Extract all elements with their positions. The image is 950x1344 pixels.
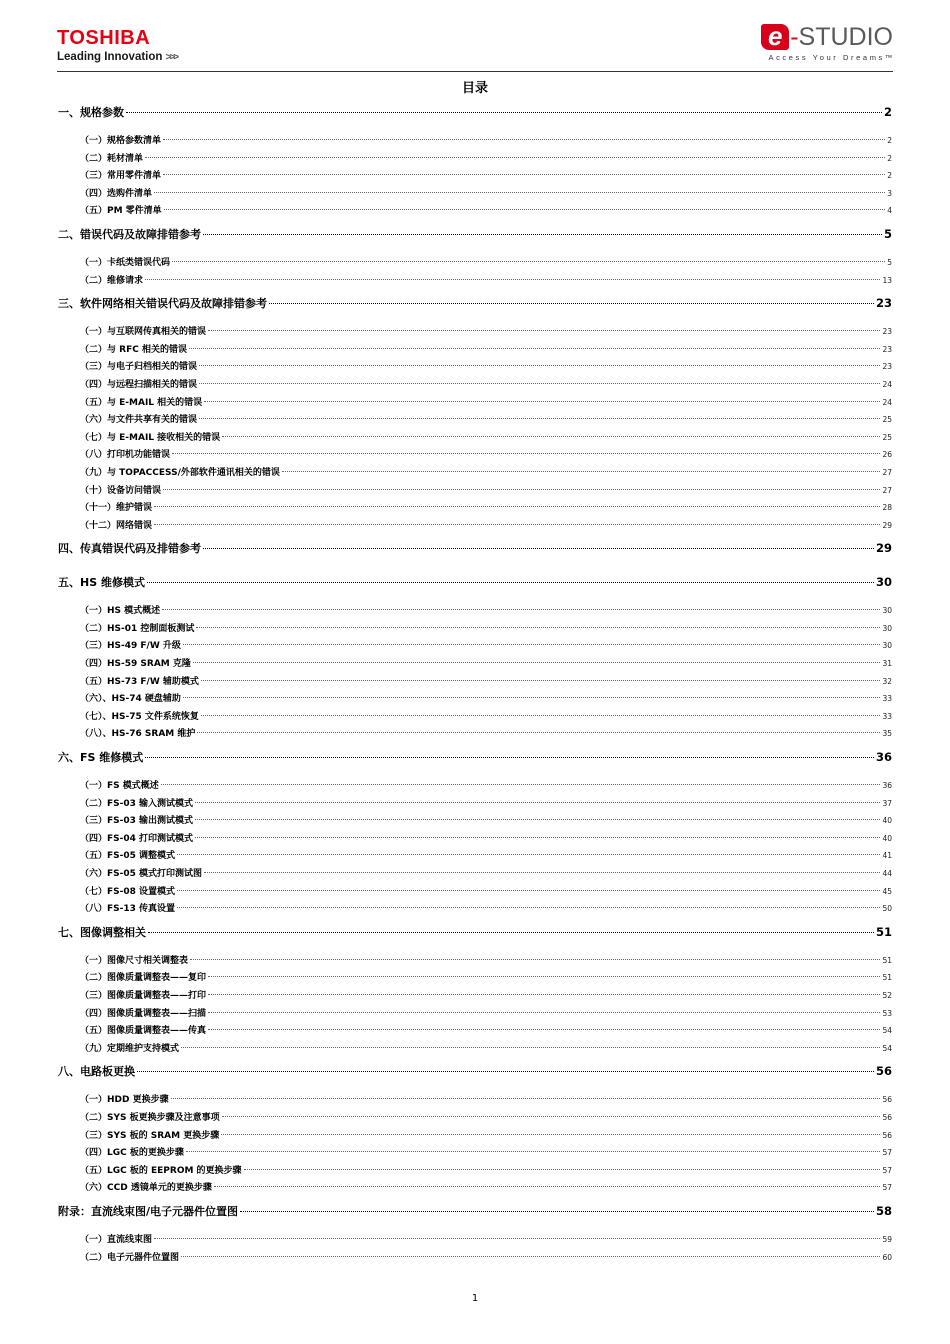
toc-subsection-entry[interactable] [58,1250,892,1268]
dot-leader [172,453,880,454]
toc-subsection-entry[interactable] [58,430,892,448]
toc-subsection-entry[interactable] [58,1232,892,1250]
toc-subsection-entry[interactable] [58,1041,892,1059]
subsection-page-number: 30 [882,623,892,633]
toc-subsection-list [58,1223,892,1272]
subsection-page-number: 25 [882,432,892,442]
section-page-number: 23 [875,296,892,311]
subsection-label: （二）SYS 板更换步骤及注意事项 [80,1112,220,1123]
subsection-page-number: 45 [882,886,892,896]
toc-subsection-entry[interactable] [58,638,892,656]
subsection-page-number: 27 [882,467,892,477]
toc-title: 目录 [461,81,488,96]
dot-leader [203,548,874,549]
toc-subsection-list [58,124,892,226]
subsection-label: （九）与 TOPACCESS/外部软件通讯相关的错误 [80,467,280,478]
toc-section-entry[interactable] [58,226,892,246]
section-label: 八、电路板更换 [58,1065,135,1079]
subsection-label: （四）LGC 板的更换步骤 [80,1148,184,1159]
toc-subsection-entry[interactable] [58,342,892,360]
toc-section-entry[interactable] [58,574,892,594]
toc-subsection-entry[interactable] [58,518,892,536]
section-page-number: 5 [883,226,892,241]
dot-leader [163,489,880,490]
subsection-page-number: 31 [882,659,892,669]
dot-leader [199,365,880,366]
subsection-page-number: 57 [882,1165,892,1175]
subsection-page-number: 44 [882,869,892,878]
subsection-page-number: 56 [882,1095,892,1105]
dot-leader [221,1134,880,1135]
dot-leader [154,506,880,507]
dot-leader [240,1211,874,1212]
product-name: STUDIO [798,23,893,51]
subsection-page-number: 2 [887,171,892,181]
dot-leader [190,959,880,960]
subsection-label: （五）LGC 板的 EEPROM 的更换步骤 [80,1165,242,1176]
subsection-label: （四）选购件清单 [80,188,153,199]
dot-leader [154,192,885,193]
toc-subsection-entry[interactable] [58,1163,892,1181]
dot-leader [154,524,880,525]
subsection-label: （二）耗材清单 [80,153,144,164]
toc-subsection-entry[interactable] [58,1006,892,1024]
toc-subsection-entry[interactable] [58,324,892,342]
subsection-label: （一）规格参数清单 [80,136,162,146]
dot-leader [208,976,880,977]
subsection-page-number: 27 [882,485,892,495]
subsection-page-number: 2 [887,153,892,163]
toc-subsection-entry[interactable] [58,953,892,971]
subsection-page-number: 60 [882,1252,892,1262]
subsection-page-number: 52 [882,990,892,1000]
toc-subsection-entry[interactable] [58,709,892,727]
toc-section-entry[interactable] [58,749,892,769]
toc-subsection-entry[interactable] [58,691,892,709]
subsection-label: （六）CCD 透镜单元的更换步骤 [80,1183,212,1194]
section-label: 二、错误代码及故障排错参考 [58,227,201,241]
dot-leader [164,209,886,210]
brand-slogan [57,51,177,64]
toc-subsection-entry[interactable] [58,1092,892,1110]
subsection-page-number: 26 [882,450,892,460]
dot-leader [177,907,880,908]
subsection-label: （七）、HS-75 文件系统恢复 [80,711,199,722]
dot-leader [222,436,880,437]
subsection-label: （五）与 E-MAIL 相关的错误 [80,397,203,408]
subsection-page-number: 4 [887,206,892,216]
toc-section-entry[interactable] [58,104,892,124]
subsection-label: （九）定期维护支持模式 [80,1043,180,1054]
subsection-page-number: 25 [882,415,892,425]
section-label: 三、软件网络相关错误代码及故障排错参考 [58,297,267,311]
toc-subsection-entry[interactable] [58,1145,892,1163]
subsection-label: （五）HS-73 F/W 辅助模式 [80,676,199,687]
toc-subsection-list [58,769,892,924]
subsection-page-number: 36 [882,781,892,791]
dot-leader [163,139,885,140]
subsection-label: （八）打印机功能错误 [80,450,171,461]
estudio-logo [761,21,895,62]
subsection-page-number: 54 [882,1026,892,1036]
toc-subsection-entry[interactable] [58,901,892,919]
dot-leader [204,872,880,873]
subsection-label: （一）HDD 更换步骤 [80,1095,169,1106]
dot-leader [204,401,880,402]
toc-section-entry[interactable] [58,924,892,944]
subsection-label: （四）FS-04 打印测试模式 [80,833,194,844]
subsection-label: （三）FS-03 输出测试模式 [80,816,194,827]
subsection-label: （十）设备访问错误 [80,485,162,496]
dot-leader [282,471,881,472]
subsection-page-number: 32 [882,676,892,686]
subsection-page-number: 41 [882,851,892,861]
toc-subsection-entry[interactable] [58,988,892,1006]
subsection-page-number: 24 [882,379,892,389]
dot-leader [137,1071,874,1072]
subsection-page-number: 57 [882,1183,892,1193]
toc-subsection-entry[interactable] [58,1023,892,1041]
subsection-page-number: 24 [882,397,892,407]
subsection-label: （五）图像质量调整表——传真 [80,1026,207,1037]
section-page-number: 51 [875,924,892,939]
subsection-page-number: 56 [882,1112,892,1122]
toc-subsection-entry[interactable] [58,1180,892,1198]
subsection-label: （十一）维护错误 [80,503,153,514]
toc-subsection-entry[interactable] [58,796,892,814]
subsection-page-number: 56 [882,1130,892,1140]
toc-subsection-entry[interactable] [58,255,892,273]
dot-leader [161,784,881,785]
section-label: 一、规格参数 [58,106,124,119]
toc-subsection-entry[interactable] [58,395,892,413]
dot-leader [177,854,880,855]
toc-subsection-entry[interactable] [58,656,892,674]
toc-subsection-entry[interactable] [58,884,892,902]
subsection-page-number: 40 [882,816,892,826]
subsection-label: （二）与 RFC 相关的错误 [80,344,187,355]
toc-subsection-entry[interactable] [58,186,892,204]
dot-leader [145,279,880,280]
dot-leader [163,174,885,175]
toshiba-logo [57,28,177,64]
subsection-label: （四）与远程扫描相关的错误 [80,379,198,390]
subsection-label: （二）HS-01 控制面板测试 [80,623,195,634]
section-label: 附录：直流线束图/电子元器件位置图 [58,1204,239,1218]
toc-subsection-list [58,315,892,540]
toc-subsection-entry[interactable] [58,447,892,465]
dot-leader [203,234,882,235]
subsection-page-number: 50 [882,904,892,914]
subsection-label: （六）FS-05 模式打印测试图 [80,869,203,879]
dot-leader [181,1047,880,1048]
dot-leader [222,1116,881,1117]
subsection-page-number: 23 [882,327,892,337]
dot-leader [172,261,885,262]
chevron-arrows-icon: >>> [165,52,178,63]
dot-leader [214,1186,881,1187]
toc-subsection-entry[interactable] [58,726,892,744]
section-label: 七、图像调整相关 [58,925,146,939]
subsection-page-number: 53 [882,1008,892,1018]
dot-leader [147,582,874,583]
subsection-label: （一）图像尺寸相关调整表 [80,955,189,966]
dot-leader [195,819,880,820]
subsection-label: （三）SYS 板的 SRAM 更换步骤 [80,1130,220,1141]
dot-leader [208,1012,880,1013]
dot-leader [186,1151,881,1152]
toc-section-entry[interactable] [58,1063,892,1083]
toc-subsection-entry[interactable] [58,1128,892,1146]
toc-subsection-entry[interactable] [58,866,892,884]
dot-leader [162,609,880,610]
dot-leader [208,1029,880,1030]
toc-subsection-entry[interactable] [58,133,892,151]
subsection-page-number: 33 [882,711,892,721]
toc-section-entry[interactable] [58,295,892,315]
dot-leader [208,994,880,995]
section-page-number: 29 [875,541,892,556]
subsection-page-number: 23 [882,344,892,354]
toc-subsection-entry[interactable] [58,831,892,849]
dot-leader [197,732,880,733]
brand-name: TOSHIBA [57,27,151,49]
toc-subsection-entry[interactable] [58,621,892,639]
toc-subsection-entry[interactable] [58,151,892,169]
dot-leader [148,932,874,933]
subsection-label: （一）直流线束图 [80,1234,153,1245]
toc-subsection-entry[interactable] [58,203,892,221]
dot-leader [269,303,874,304]
page-header [57,21,895,72]
dot-leader [244,1169,881,1170]
subsection-page-number: 40 [882,833,892,843]
header-divider [57,71,893,72]
section-page-number: 58 [875,1203,892,1218]
subsection-label: （六）、HS-74 硬盘辅助 [80,694,181,705]
toc-subsection-list [58,594,892,749]
toc-subsection-entry[interactable] [58,1110,892,1128]
dot-leader [201,680,881,681]
table-of-contents [58,104,892,1272]
subsection-label: （一）与互联网传真相关的错误 [80,327,207,338]
subsection-page-number: 54 [882,1043,892,1053]
subsection-label: （四）图像质量调整表——扫描 [80,1008,207,1019]
toc-subsection-entry[interactable] [58,603,892,621]
dot-leader [177,890,880,891]
dot-leader [171,1098,881,1099]
toc-section-entry[interactable] [58,1203,892,1223]
dot-leader [208,330,880,331]
subsection-label: （二）FS-03 输入测试模式 [80,798,194,809]
toc-subsection-entry[interactable] [58,674,892,692]
subsection-label: （三）常用零件清单 [80,171,162,182]
subsection-label: （五）FS-05 调整模式 [80,851,176,862]
toc-subsection-entry[interactable] [58,465,892,483]
e-mark-icon: e [761,24,789,50]
dot-leader [181,1256,880,1257]
toc-subsection-entry[interactable] [58,412,892,430]
subsection-page-number: 35 [882,729,892,739]
toc-subsection-entry[interactable] [58,970,892,988]
subsection-page-number: 57 [882,1148,892,1158]
dot-leader [195,802,880,803]
dot-leader [193,662,881,663]
section-label: 四、传真错误代码及排错参考 [58,542,201,556]
toc-subsection-entry[interactable] [58,813,892,831]
subsection-label: （一）HS 模式概述 [80,606,161,617]
subsection-page-number: 30 [882,606,892,616]
dot-leader [189,348,881,349]
dot-leader [145,757,874,758]
dot-leader [199,418,880,419]
toc-subsection-entry[interactable] [58,848,892,866]
subsection-label: （三）与电子归档相关的错误 [80,362,198,373]
subsection-page-number: 23 [882,362,892,372]
subsection-page-number: 37 [882,798,892,808]
subsection-label: （八）、HS-76 SRAM 维护 [80,729,196,740]
subsection-label: （四）HS-59 SRAM 克隆 [80,659,191,670]
page-number: 1 [471,1293,479,1304]
subsection-page-number: 2 [887,136,892,145]
subsection-page-number: 30 [882,641,892,651]
subsection-label: （六）与文件共享有关的错误 [80,415,198,426]
toc-subsection-entry[interactable] [58,359,892,377]
subsection-label: （七）与 E-MAIL 接收相关的错误 [80,432,221,443]
subsection-page-number: 3 [887,188,892,198]
toc-subsection-entry[interactable] [58,778,892,796]
subsection-page-number: 59 [882,1234,892,1244]
subsection-label: （十二）网络错误 [80,520,153,531]
section-page-number: 30 [875,575,892,590]
dot-leader [183,697,881,698]
subsection-page-number: 13 [882,275,892,285]
section-label: 六、FS 维修模式 [58,751,144,765]
dot-leader [145,157,885,158]
toc-subsection-list [58,560,892,574]
subsection-label: （一）FS 模式概述 [80,781,159,792]
dot-leader [199,383,880,384]
slogan-text: Leading Innovation [57,51,163,63]
subsection-label: （二）图像质量调整表——复印 [80,973,207,984]
subsection-label: （三）图像质量调整表——打印 [80,990,207,1001]
subsection-page-number: 28 [882,503,892,513]
dot-leader [154,1238,880,1239]
toc-subsection-entry[interactable] [58,273,892,291]
toc-section-entry[interactable] [58,540,892,560]
product-tagline: Access Your Dreams™ [768,53,895,62]
subsection-label: （五）PM 零件清单 [80,206,162,217]
toc-subsection-list [58,944,892,1064]
dot-leader [201,715,881,716]
subsection-label: （二）维修请求 [80,275,144,286]
dot-leader [183,644,881,645]
section-label: 五、HS 维修模式 [58,576,145,590]
dot-leader [196,627,880,628]
subsection-label: （一）卡纸类错误代码 [80,257,171,268]
subsection-label: （二）电子元器件位置图 [80,1252,180,1263]
toc-subsection-entry[interactable] [58,483,892,501]
section-page-number: 56 [875,1064,892,1079]
subsection-page-number: 51 [882,973,892,983]
subsection-page-number: 5 [887,257,892,267]
subsection-label: （七）FS-08 设置模式 [80,886,176,897]
toc-subsection-entry[interactable] [58,500,892,518]
subsection-page-number: 51 [882,955,892,965]
subsection-label: （八）FS-13 传真设置 [80,904,176,915]
dot-leader [126,112,882,113]
toc-subsection-entry[interactable] [58,168,892,186]
toc-subsection-list [58,246,892,295]
subsection-page-number: 29 [882,520,892,530]
logo-dash: - [790,23,799,51]
subsection-page-number: 33 [882,694,892,704]
toc-subsection-entry[interactable] [58,377,892,395]
toc-subsection-list [58,1083,892,1203]
subsection-label: （三）HS-49 F/W 升级 [80,641,181,652]
section-page-number: 2 [883,105,892,119]
dot-leader [195,837,880,838]
section-page-number: 36 [875,750,892,765]
